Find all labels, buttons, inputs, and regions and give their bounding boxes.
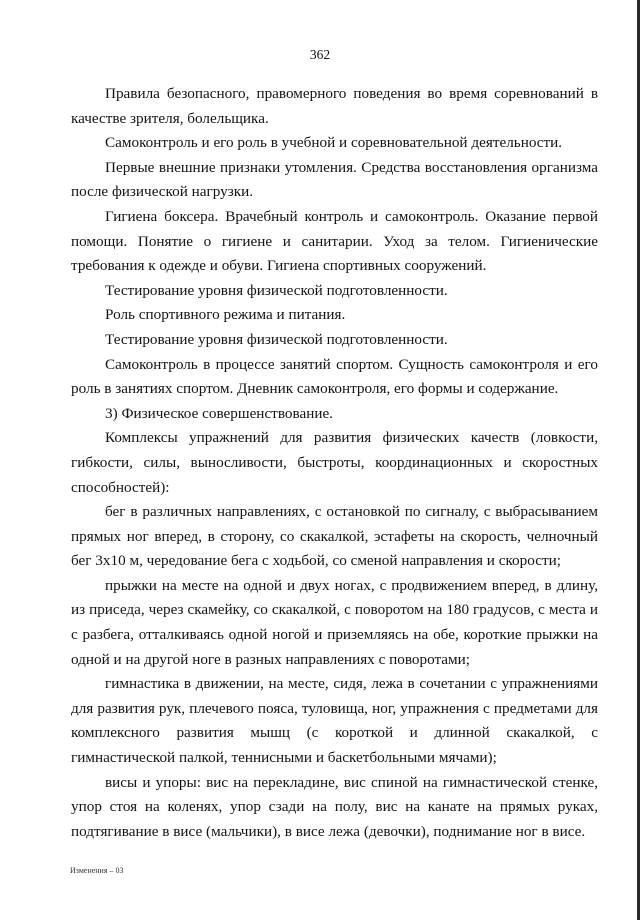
paragraph: Первые внешние признаки утомления. Средства восстановления организма после физической нагрузки. xyxy=(71,158,598,201)
paragraph: Правила безопасного, правомерного поведения во время соревнований в качестве зрителя, болельщика. xyxy=(71,85,598,127)
paragraph: Тестирование уровня физической подготовленности. xyxy=(105,330,448,348)
paragraph: гимнастика в движении, на месте, сидя, лежа в сочетании с упражнениями для развития рук, плечевого пояса, туловища, ног, упражнения с предметами для комплексного развития мышц (с короткой и длинной скакалкой, с гимнастической палкой, теннисными и баскетбольными мячами); xyxy=(71,675,598,767)
page-number: 362 xyxy=(309,47,331,62)
paragraph: Самоконтроль и его роль в учебной и соревновательной деятельности. xyxy=(105,134,563,152)
paragraph: 3) Физическое совершенствование. xyxy=(105,404,333,422)
footer-revision-note: Изменения – 03 xyxy=(70,866,124,875)
paragraph: бег в различных направлениях, с остановкой по сигналу, с выбрасыванием прямых ног вперед, в сторону, со скакалкой, эстафеты на скорость, челночный бег 3x10 м, чередование бега с ходьбой, со сменой направления и скорости; xyxy=(71,503,598,570)
paragraph: Тестирование уровня физической подготовленности. xyxy=(105,281,448,299)
paragraph: висы и упоры: вис на перекладине, вис спиной на гимнастической стенке, упор стоя на коленях, упор сзади на полу, вис на канате на прямых руках, подтягивание в висе (мальчики), в висе лежа (девочки), поднимание ног в висе. xyxy=(71,773,598,840)
paragraph: Самоконтроль в процессе занятий спортом. Сущность самоконтроля и его роль в занятиях спортом. Дневник самоконтроля, его формы и содержание. xyxy=(71,355,598,398)
body-text xyxy=(71,82,598,844)
paragraph: Роль спортивного режима и питания. xyxy=(105,306,346,324)
paragraph: прыжки на месте на одной и двух ногах, с продвижением вперед, в длину, из приседа, через скамейку, со скакалкой, с поворотом на 180 градусов, с места и с разбега, отталкиваясь одной ногой и приземляясь на обе, короткие прыжки на одной и на другой ноге в разных направлениях с поворотами; xyxy=(71,576,598,668)
paragraph: Комплексы упражнений для развития физических качеств (ловкости, гибкости, силы, выносливости, быстроты, координационных и скоростных способностей): xyxy=(71,429,598,496)
paragraph: Гигиена боксера. Врачебный контроль и самоконтроль. Оказание первой помощи. Понятие о гигиене и санитарии. Уход за телом. Гигиенические требования к одежде и обуви. Гигиена спортивных сооружений. xyxy=(71,207,598,275)
